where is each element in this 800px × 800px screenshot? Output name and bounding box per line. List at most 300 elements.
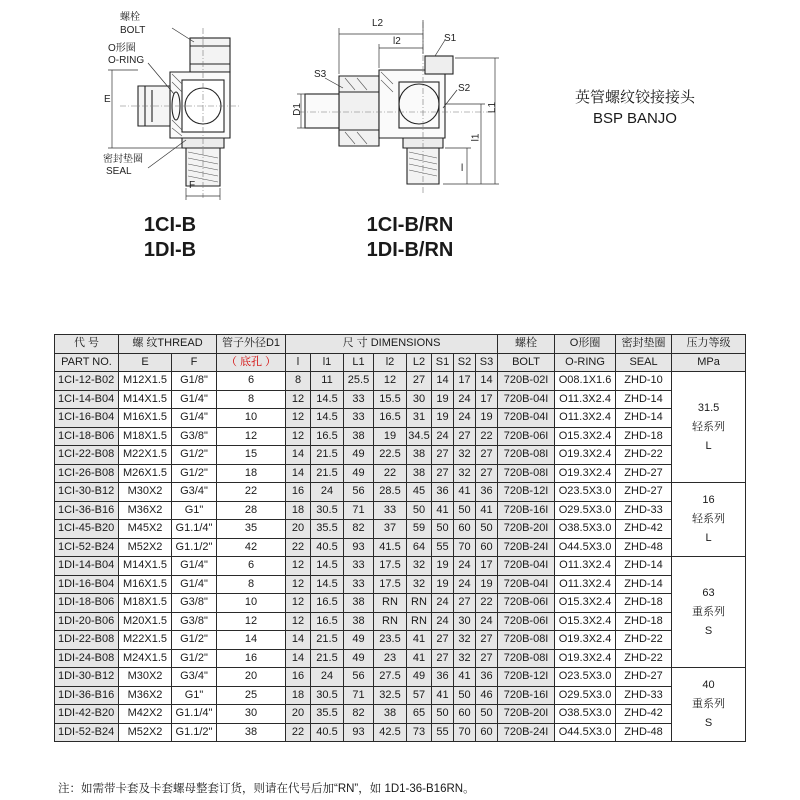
table-cell: M30X2 <box>119 668 172 687</box>
table-cell: 28 <box>217 501 286 520</box>
table-cell: 6 <box>217 557 286 576</box>
table-cell: 41.5 <box>374 538 407 557</box>
table-cell: 32.5 <box>374 686 407 705</box>
table-cell: 19 <box>476 409 498 428</box>
pressure-group-series: 重系列 <box>692 698 726 710</box>
table-cell: ZHD-14 <box>616 409 672 428</box>
part-number-cell: 1CI-36-B16 <box>55 501 119 520</box>
table-cell: 20 <box>286 705 311 724</box>
table-cell: 17 <box>476 390 498 409</box>
table-cell: 32 <box>407 575 432 594</box>
table-cell: M20X1.5 <box>119 612 172 631</box>
table-cell: 19 <box>374 427 407 446</box>
table-cell: 50 <box>476 705 498 724</box>
table-cell: 21.5 <box>311 446 344 465</box>
table-cell: O19.3X2.4 <box>555 464 616 483</box>
table-row <box>55 390 746 409</box>
dim-small-l1-label: l1 <box>470 133 482 142</box>
hdr-seal: 密封垫圈 <box>616 335 672 354</box>
table-cell: 27 <box>407 372 432 391</box>
table-cell: 41 <box>454 483 476 502</box>
table-cell: 60 <box>454 520 476 539</box>
table-cell: 59 <box>407 520 432 539</box>
table-cell: 25.5 <box>344 372 374 391</box>
part-number-cell: 1CI-14-B04 <box>55 390 119 409</box>
table-cell: 14 <box>286 446 311 465</box>
table-cell: ZHD-33 <box>616 686 672 705</box>
table-cell: 14 <box>286 631 311 650</box>
table-cell: M12X1.5 <box>119 372 172 391</box>
table-cell: 22 <box>476 427 498 446</box>
table-cell: 720B-02I <box>498 372 555 391</box>
table-cell: 14 <box>286 464 311 483</box>
table-cell: 22 <box>476 594 498 613</box>
table-cell: G1/4" <box>172 409 217 428</box>
hdr-s1: S1 <box>432 353 454 372</box>
table-cell: 720B-20I <box>498 520 555 539</box>
table-cell: 24 <box>311 668 344 687</box>
hdr-e: E <box>119 353 172 372</box>
table-cell: 27 <box>476 446 498 465</box>
table-cell: 27 <box>476 649 498 668</box>
table-cell: 32 <box>454 631 476 650</box>
table-cell: 19 <box>432 557 454 576</box>
table-cell: M42X2 <box>119 705 172 724</box>
table-cell: ZHD-18 <box>616 427 672 446</box>
heading-cn: 英管螺纹铰接接头 <box>574 89 695 106</box>
table-cell: 37 <box>374 520 407 539</box>
table-cell: 8 <box>286 372 311 391</box>
table-row <box>55 538 746 557</box>
table-cell: 41 <box>407 649 432 668</box>
table-row <box>55 427 746 446</box>
table-cell: M18X1.5 <box>119 427 172 446</box>
table-cell: 720B-20I <box>498 705 555 724</box>
table-cell: 720B-08I <box>498 446 555 465</box>
table-cell: 16 <box>286 483 311 502</box>
oring-label-cn: O形圈 <box>108 43 136 54</box>
pressure-group-series: 轻系列 <box>692 513 726 525</box>
table-cell: 30 <box>217 705 286 724</box>
table-cell: 32 <box>454 464 476 483</box>
table-row <box>55 372 746 391</box>
pressure-group-code: L <box>705 439 712 452</box>
table-row <box>55 631 746 650</box>
part-number-cell: 1CI-16-B04 <box>55 409 119 428</box>
table-cell: 50 <box>454 501 476 520</box>
header-row-2 <box>55 353 746 372</box>
table-cell: 50 <box>432 705 454 724</box>
table-cell: 30.5 <box>311 501 344 520</box>
table-cell: 45 <box>407 483 432 502</box>
table-cell: 33 <box>374 501 407 520</box>
hdr-f: F <box>172 353 217 372</box>
pressure-group-series: 轻系列 <box>692 420 726 433</box>
table-cell: 27 <box>432 446 454 465</box>
dim-s1-label: S1 <box>444 33 457 44</box>
table-cell: 10 <box>217 409 286 428</box>
table-row <box>55 520 746 539</box>
part-number-cell: 1DI-22-B08 <box>55 631 119 650</box>
table-cell: 16.5 <box>311 612 344 631</box>
table-cell: O15.3X2.4 <box>555 594 616 613</box>
table-cell: M24X1.5 <box>119 649 172 668</box>
table-cell: 720B-16I <box>498 686 555 705</box>
table-cell: G3/4" <box>172 483 217 502</box>
table-cell: G1/4" <box>172 390 217 409</box>
dim-e-label: E <box>104 94 111 105</box>
table-cell: M14X1.5 <box>119 557 172 576</box>
bolt-label-en: BOLT <box>120 25 146 36</box>
table-row <box>55 649 746 668</box>
table-cell: 16.5 <box>374 409 407 428</box>
table-cell: 64 <box>407 538 432 557</box>
table-cell: M45X2 <box>119 520 172 539</box>
table-cell: 17.5 <box>374 575 407 594</box>
table-cell: 8 <box>217 390 286 409</box>
table-cell: 33 <box>344 575 374 594</box>
table-cell: 21.5 <box>311 464 344 483</box>
table-cell: 8 <box>217 575 286 594</box>
hdr-s3: S3 <box>476 353 498 372</box>
table-cell: 71 <box>344 501 374 520</box>
part-number-cell: 1CI-18-B06 <box>55 427 119 446</box>
seal-label-en: SEAL <box>106 166 132 177</box>
table-cell: 22 <box>217 483 286 502</box>
table-cell: 27.5 <box>374 668 407 687</box>
table-cell: G1/4" <box>172 557 217 576</box>
table-cell: 56 <box>344 483 374 502</box>
table-cell: 24 <box>454 557 476 576</box>
table-cell: 14 <box>476 372 498 391</box>
table-row <box>55 483 746 502</box>
pressure-group-pressure: 16 <box>702 494 715 506</box>
table-cell: 50 <box>454 686 476 705</box>
table-cell: O19.3X2.4 <box>555 446 616 465</box>
table-cell: 93 <box>344 538 374 557</box>
hdr-s2: S2 <box>454 353 476 372</box>
table-row <box>55 612 746 631</box>
table-cell: 49 <box>407 668 432 687</box>
hdr-tube-od: 管子外径D1 <box>217 335 286 354</box>
table-cell: 22 <box>374 464 407 483</box>
table-cell: 12 <box>286 427 311 446</box>
dim-small-l2-label: l2 <box>393 36 401 47</box>
table-cell: G1.1/2" <box>172 538 217 557</box>
table-cell: 49 <box>344 631 374 650</box>
hdr-small-l2: l2 <box>374 353 407 372</box>
table-cell: 50 <box>432 520 454 539</box>
hdr-big-l1: L1 <box>344 353 374 372</box>
table-cell: O19.3X2.4 <box>555 649 616 668</box>
table-cell: 24 <box>454 409 476 428</box>
table-cell: RN <box>407 612 432 631</box>
part-number-cell: 1CI-30-B12 <box>55 483 119 502</box>
table-cell: O29.5X3.0 <box>555 501 616 520</box>
table-cell: 20 <box>217 668 286 687</box>
hdr-hole: （ 底孔 ） <box>217 353 286 372</box>
table-row <box>55 594 746 613</box>
table-cell: O15.3X2.4 <box>555 612 616 631</box>
table-cell: 42 <box>217 538 286 557</box>
table-cell: 20 <box>286 520 311 539</box>
table-cell: 71 <box>344 686 374 705</box>
table-cell: O23.5X3.0 <box>555 668 616 687</box>
table-cell: 35.5 <box>311 520 344 539</box>
table-cell: 49 <box>344 649 374 668</box>
table-cell: 21.5 <box>311 649 344 668</box>
table-cell: G1.1/4" <box>172 705 217 724</box>
pressure-group-pressure: 63 <box>702 586 715 599</box>
table-cell: O11.3X2.4 <box>555 557 616 576</box>
table-cell: G1/2" <box>172 446 217 465</box>
table-cell: 10 <box>217 594 286 613</box>
pressure-group-code: S <box>704 717 713 729</box>
table-cell: O11.3X2.4 <box>555 409 616 428</box>
table-cell: G1" <box>172 501 217 520</box>
table-cell: 720B-08I <box>498 649 555 668</box>
table-cell: M36X2 <box>119 686 172 705</box>
table-cell: M18X1.5 <box>119 594 172 613</box>
table-cell: 16.5 <box>311 594 344 613</box>
table-cell: 720B-06I <box>498 594 555 613</box>
pressure-group-cell <box>672 483 746 557</box>
table-cell: 36 <box>476 668 498 687</box>
table-cell: 16 <box>286 668 311 687</box>
table-row <box>55 668 746 687</box>
table-cell: 93 <box>344 723 374 742</box>
table-cell: 14.5 <box>311 575 344 594</box>
table-cell: G3/8" <box>172 594 217 613</box>
table-cell: ZHD-14 <box>616 390 672 409</box>
table-cell: 65 <box>407 705 432 724</box>
pressure-group-cell <box>672 557 746 668</box>
table-cell: 70 <box>454 723 476 742</box>
table-row <box>55 501 746 520</box>
table-cell: 19 <box>432 575 454 594</box>
table-cell: 24 <box>432 427 454 446</box>
table-row <box>55 686 746 705</box>
table-cell: O11.3X2.4 <box>555 575 616 594</box>
table-cell: O38.5X3.0 <box>555 520 616 539</box>
table-cell: 24 <box>432 594 454 613</box>
table-cell: 31 <box>407 409 432 428</box>
table-cell: 38 <box>344 594 374 613</box>
table-cell: O23.5X3.0 <box>555 483 616 502</box>
hdr-dimensions: 尺 寸 DIMENSIONS <box>286 335 498 354</box>
table-cell: M16X1.5 <box>119 575 172 594</box>
bolt-label-cn: 螺栓 <box>120 12 140 23</box>
table-cell: G1.1/2" <box>172 723 217 742</box>
table-cell: 14.5 <box>311 557 344 576</box>
table-row <box>55 723 746 742</box>
table-cell: 14.5 <box>311 409 344 428</box>
part-number-cell: 1CI-22-B08 <box>55 446 119 465</box>
dim-l-label: l <box>461 163 464 174</box>
table-cell: 17 <box>476 557 498 576</box>
pressure-group-code: S <box>704 624 713 637</box>
table-cell: 24 <box>432 612 454 631</box>
hdr-pressure: 压力等级 <box>672 335 746 354</box>
part-number-cell: 1CI-26-B08 <box>55 464 119 483</box>
table-cell: 49 <box>344 464 374 483</box>
table-cell: 18 <box>217 464 286 483</box>
table-cell: 720B-08I <box>498 464 555 483</box>
dim-s3-label: S3 <box>314 69 327 80</box>
table-cell: 16.5 <box>311 427 344 446</box>
table-cell: G1/4" <box>172 575 217 594</box>
table-cell: ZHD-27 <box>616 668 672 687</box>
left-figure-title-2: 1DI-B <box>143 239 197 261</box>
table-cell: G3/4" <box>172 668 217 687</box>
spec-table <box>54 334 746 742</box>
table-cell: 36 <box>432 668 454 687</box>
table-row <box>55 557 746 576</box>
table-cell: 82 <box>344 520 374 539</box>
table-cell: 35.5 <box>311 705 344 724</box>
table-cell: 35 <box>217 520 286 539</box>
table-cell: G3/8" <box>172 427 217 446</box>
table-cell: 15 <box>217 446 286 465</box>
pressure-group-cell <box>672 668 746 742</box>
table-cell: 19 <box>432 409 454 428</box>
table-cell: 38 <box>407 464 432 483</box>
table-cell: 720B-24I <box>498 723 555 742</box>
oring-label-en: O-RING <box>108 55 145 66</box>
table-cell: 56 <box>344 668 374 687</box>
table-cell: 27 <box>476 464 498 483</box>
pressure-group-pressure: 40 <box>702 679 715 691</box>
table-cell: 38 <box>344 612 374 631</box>
table-cell: 27 <box>454 427 476 446</box>
table-cell: ZHD-27 <box>616 483 672 502</box>
table-cell: 720B-12I <box>498 483 555 502</box>
table-cell: RN <box>407 594 432 613</box>
table-cell: 41 <box>407 631 432 650</box>
hdr-big-l2: L2 <box>407 353 432 372</box>
hdr-code: 代 号 <box>55 335 119 354</box>
table-cell: 720B-06I <box>498 612 555 631</box>
table-row <box>55 446 746 465</box>
table-cell: G1" <box>172 686 217 705</box>
table-cell: 32 <box>454 446 476 465</box>
table-cell: 41 <box>476 501 498 520</box>
table-cell: 14 <box>286 649 311 668</box>
table-cell: 720B-12I <box>498 668 555 687</box>
table-cell: G3/8" <box>172 612 217 631</box>
table-cell: O19.3X2.4 <box>555 631 616 650</box>
table-cell: ZHD-14 <box>616 575 672 594</box>
table-cell: 22 <box>286 538 311 557</box>
table-cell: 12 <box>217 612 286 631</box>
table-cell: ZHD-48 <box>616 538 672 557</box>
table-cell: 22.5 <box>374 446 407 465</box>
table-row <box>55 464 746 483</box>
table-cell: O38.5X3.0 <box>555 705 616 724</box>
table-cell: 12 <box>286 612 311 631</box>
part-number-cell: 1CI-12-B02 <box>55 372 119 391</box>
table-cell: M26X1.5 <box>119 464 172 483</box>
table-cell: ZHD-22 <box>616 446 672 465</box>
table-cell: 12 <box>286 409 311 428</box>
table-cell: O29.5X3.0 <box>555 686 616 705</box>
table-cell: 28.5 <box>374 483 407 502</box>
table-cell: 22 <box>286 723 311 742</box>
table-cell: 49 <box>344 446 374 465</box>
table-cell: 41 <box>454 668 476 687</box>
table-cell: 12 <box>286 390 311 409</box>
table-cell: O15.3X2.4 <box>555 427 616 446</box>
table-cell: ZHD-48 <box>616 723 672 742</box>
part-number-cell: 1DI-52-B24 <box>55 723 119 742</box>
table-cell: ZHD-14 <box>616 557 672 576</box>
table-cell: 46 <box>476 686 498 705</box>
table-cell: ZHD-22 <box>616 649 672 668</box>
pressure-group-pressure: 31.5 <box>697 401 720 414</box>
table-cell: G1/2" <box>172 649 217 668</box>
table-cell: 33 <box>344 390 374 409</box>
table-cell: 12 <box>286 557 311 576</box>
table-cell: 36 <box>476 483 498 502</box>
seal-label-cn: 密封垫圈 <box>103 154 143 165</box>
table-cell: O44.5X3.0 <box>555 723 616 742</box>
table-cell: 14.5 <box>311 390 344 409</box>
table-cell: 60 <box>454 705 476 724</box>
table-cell: 38 <box>217 723 286 742</box>
table-cell: M52X2 <box>119 538 172 557</box>
hdr-part-no: PART NO. <box>55 353 119 372</box>
table-cell: M14X1.5 <box>119 390 172 409</box>
footnote: 注：如需带卡套及卡套螺母整套订货，则请在代号后加“RN”，如 1D1-36-B16RN。 <box>58 783 475 795</box>
table-cell: 720B-16I <box>498 501 555 520</box>
table-cell: ZHD-10 <box>616 372 672 391</box>
table-cell: 38 <box>344 427 374 446</box>
part-number-cell: 1DI-14-B04 <box>55 557 119 576</box>
table-cell: 60 <box>476 723 498 742</box>
table-cell: G1/8" <box>172 372 217 391</box>
table-cell: 82 <box>344 705 374 724</box>
table-cell: 27 <box>432 649 454 668</box>
table-cell: 30 <box>454 612 476 631</box>
table-cell: 50 <box>407 501 432 520</box>
table-cell: ZHD-42 <box>616 705 672 724</box>
part-number-cell: 1DI-16-B04 <box>55 575 119 594</box>
table-cell: 24 <box>454 575 476 594</box>
table-cell: 27 <box>454 594 476 613</box>
part-number-cell: 1DI-30-B12 <box>55 668 119 687</box>
table-cell: 40.5 <box>311 538 344 557</box>
heading-en: BSP BANJO <box>593 110 677 127</box>
table-cell: 720B-04I <box>498 390 555 409</box>
left-figure-title-1: 1CI-B <box>143 214 197 236</box>
middle-figure-title-1: 1CI-B/RN <box>366 214 454 236</box>
table-cell: 24 <box>476 612 498 631</box>
table-cell: 55 <box>432 538 454 557</box>
table-cell: 6 <box>217 372 286 391</box>
table-cell: 41 <box>432 686 454 705</box>
table-cell: M36X2 <box>119 501 172 520</box>
header-row-1 <box>55 335 746 354</box>
table-cell: G1/2" <box>172 631 217 650</box>
table-cell: 30.5 <box>311 686 344 705</box>
table-cell: M22X1.5 <box>119 631 172 650</box>
table-cell: 60 <box>476 538 498 557</box>
table-cell: 40.5 <box>311 723 344 742</box>
table-cell: 12 <box>286 594 311 613</box>
table-cell: 55 <box>432 723 454 742</box>
table-cell: 18 <box>286 686 311 705</box>
table-cell: 17 <box>454 372 476 391</box>
